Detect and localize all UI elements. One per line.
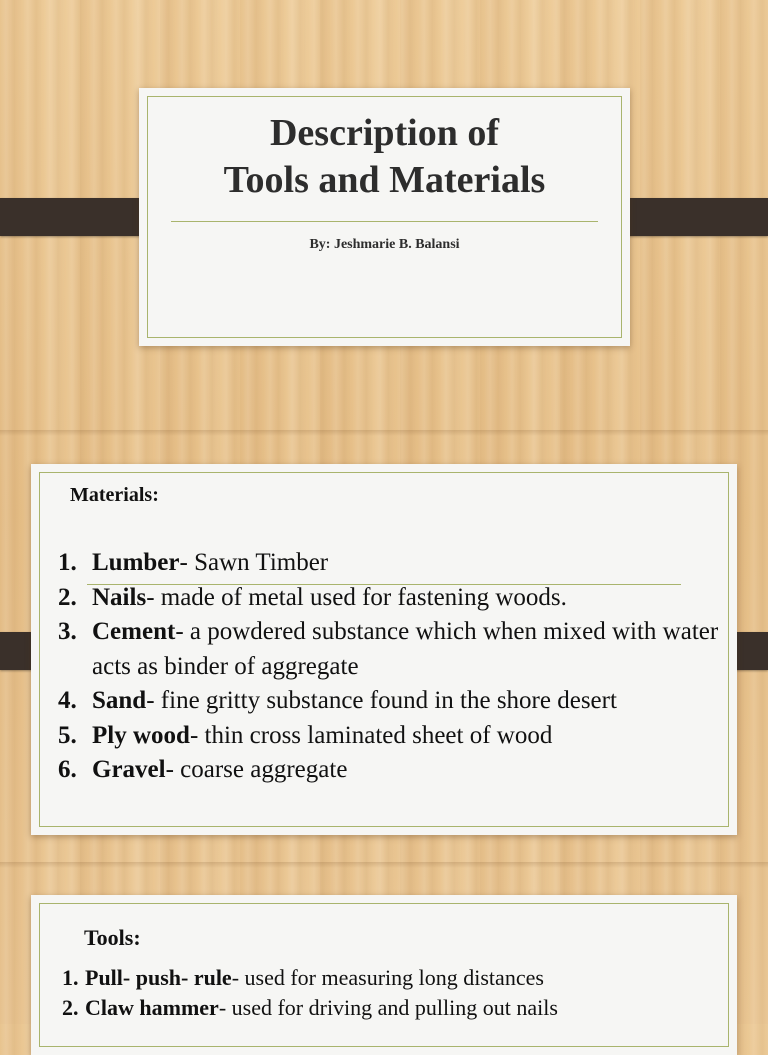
item-description: - Sawn Timber	[179, 549, 329, 576]
item-number: 5.	[58, 721, 77, 749]
list-item	[62, 993, 732, 1023]
item-number: 2.	[58, 583, 77, 611]
item-number: 1.	[62, 965, 79, 990]
item-number: 2.	[62, 995, 79, 1020]
item-description: - a powdered substance which when mixed with water acts as binder of aggregate	[92, 618, 719, 680]
list-item	[58, 546, 728, 581]
list-item	[58, 684, 728, 719]
item-description: - fine gritty substance found in the shore desert	[146, 687, 617, 714]
item-description: - used for driving and pulling out nails	[218, 995, 558, 1020]
item-term: Pull- push- rule	[85, 965, 232, 990]
list-item	[58, 581, 728, 616]
slide-separator	[0, 862, 768, 868]
tools-list	[62, 963, 732, 1023]
list-item	[58, 719, 728, 754]
author-byline: By: Jeshmarie B. Balansi	[309, 237, 460, 252]
materials-heading: Materials:	[70, 484, 159, 506]
item-number: 1.	[58, 549, 77, 576]
item-description: - thin cross laminated sheet of wood	[189, 721, 553, 749]
slide-title	[139, 110, 630, 204]
slide-separator	[0, 430, 768, 436]
title-divider	[171, 221, 598, 222]
title-card	[139, 88, 630, 346]
list-item	[58, 615, 728, 684]
decorative-tab-left	[0, 198, 155, 236]
tools-heading: Tools:	[84, 925, 141, 950]
item-number: 4.	[58, 687, 77, 714]
decorative-tab-right	[613, 198, 768, 236]
item-term: Gravel	[92, 756, 166, 783]
item-number: 6.	[58, 756, 77, 783]
item-description: - used for measuring long distances	[231, 965, 544, 990]
title-line-1: Description of	[269, 112, 500, 154]
item-description: - made of metal used for fastening woods.	[146, 583, 567, 611]
title-line-2: Tools and Materials	[223, 159, 546, 201]
materials-card	[31, 464, 737, 835]
item-term: Sand	[92, 687, 147, 714]
item-term: Nails	[92, 583, 147, 611]
item-number: 3.	[58, 618, 77, 645]
materials-list	[58, 546, 728, 788]
item-term: Cement	[92, 618, 176, 645]
list-item	[58, 753, 728, 788]
item-term: Claw hammer	[85, 995, 219, 1020]
list-item	[62, 963, 732, 993]
item-term: Lumber	[92, 549, 180, 576]
item-description: - coarse aggregate	[165, 756, 348, 783]
item-term: Ply wood	[92, 721, 190, 749]
tools-card	[31, 895, 737, 1055]
